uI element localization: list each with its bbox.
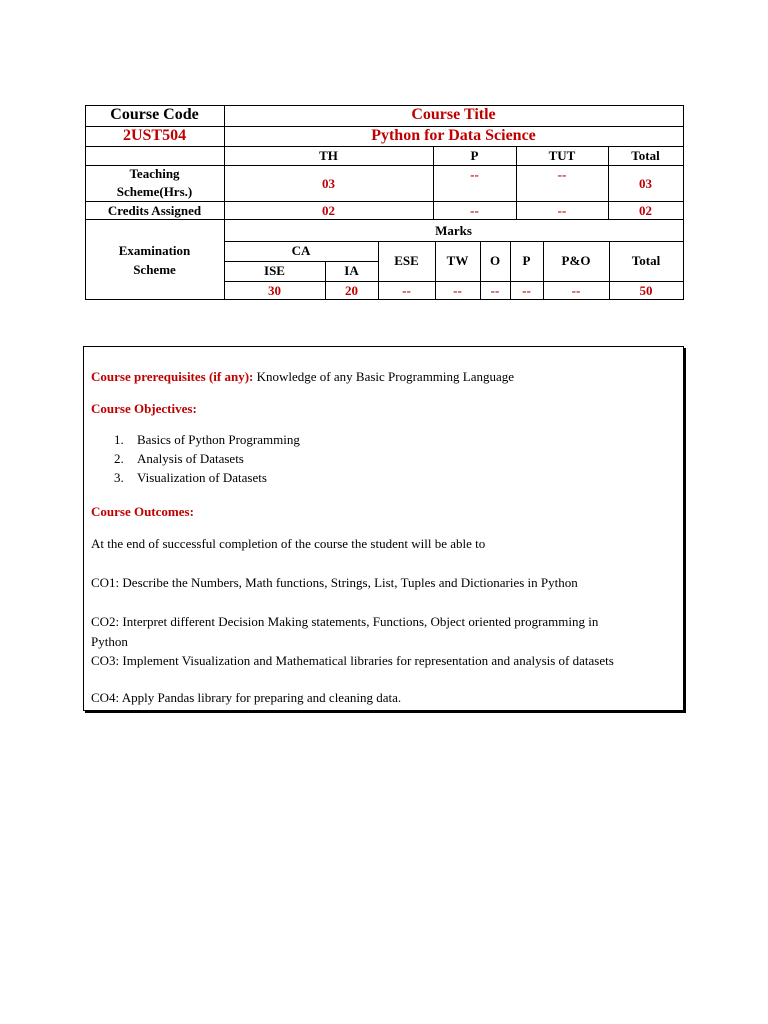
teaching-scheme-label-line1: Teaching <box>129 166 180 181</box>
prerequisites-text: Knowledge of any Basic Programming Language <box>256 369 515 384</box>
ia-label: IA <box>344 263 359 278</box>
credits-th: 02 <box>322 203 335 218</box>
objective-number: 3. <box>114 470 124 485</box>
course-scheme-table <box>0 0 768 310</box>
p-value: -- <box>522 283 531 298</box>
teaching-tut: -- <box>557 167 567 182</box>
credits-label: Credits Assigned <box>107 203 202 218</box>
objective-number: 1. <box>114 432 124 447</box>
ese-value: -- <box>402 283 411 298</box>
course-title: Python for Data Science <box>371 127 536 144</box>
marks-label: Marks <box>435 223 472 238</box>
column-th: TH <box>319 148 338 163</box>
objective-item: Visualization of Datasets <box>137 470 267 485</box>
column-total: Total <box>631 148 660 163</box>
tw-label: TW <box>446 253 469 268</box>
ese-label: ESE <box>394 253 419 268</box>
outcome-item: CO2: Interpret different Decision Making statements, Functions, Object oriented programming in Python <box>91 614 599 649</box>
outcomes-heading: Course Outcomes: <box>91 504 194 519</box>
column-tut: TUT <box>548 148 576 163</box>
tw-value: -- <box>453 283 462 298</box>
column-p: P <box>470 148 479 163</box>
outcomes-intro: At the end of successful completion of the course the student will be able to <box>91 536 486 551</box>
course-title-label: Course Title <box>411 106 496 123</box>
exam-total-value: 50 <box>639 283 653 298</box>
po-label: P&O <box>561 253 591 268</box>
objective-number: 2. <box>114 451 124 466</box>
outcome-item: CO4: Apply Pandas library for preparing and cleaning data. <box>91 690 402 705</box>
credits-tut: -- <box>557 203 567 218</box>
course-code: 2UST504 <box>122 127 187 144</box>
outcome-item: CO1: Describe the Numbers, Math functions, Strings, List, Tuples and Dictionaries in Python <box>91 575 578 590</box>
objective-item: Analysis of Datasets <box>137 451 244 466</box>
course-code-label: Course Code <box>110 106 199 123</box>
teaching-scheme-label-line2: Scheme(Hrs.) <box>116 184 193 199</box>
exam-total-label: Total <box>631 253 661 268</box>
ca-label: CA <box>291 243 311 258</box>
o-label: O <box>489 253 501 268</box>
objectives-heading: Course Objectives: <box>91 401 197 416</box>
outcome-item: CO3: Implement Visualization and Mathematical libraries for representation and analysis of datasets <box>91 653 614 668</box>
o-value: -- <box>490 283 500 298</box>
credits-p: -- <box>470 203 479 218</box>
teaching-p: -- <box>470 167 479 182</box>
ise-value: 30 <box>268 283 281 298</box>
p-label: P <box>522 253 531 268</box>
exam-scheme-label-line2: Scheme <box>133 262 176 277</box>
prerequisites-line <box>91 369 514 385</box>
credits-total: 02 <box>639 203 652 218</box>
po-value: -- <box>571 283 581 298</box>
objective-item: Basics of Python Programming <box>137 432 300 447</box>
ise-label: ISE <box>264 263 285 278</box>
prerequisites-label: Course prerequisites (if any): <box>91 369 254 384</box>
teaching-th: 03 <box>322 176 335 191</box>
exam-scheme-label-line1: Examination <box>118 243 191 258</box>
teaching-total: 03 <box>639 176 652 191</box>
ia-value: 20 <box>345 283 358 298</box>
